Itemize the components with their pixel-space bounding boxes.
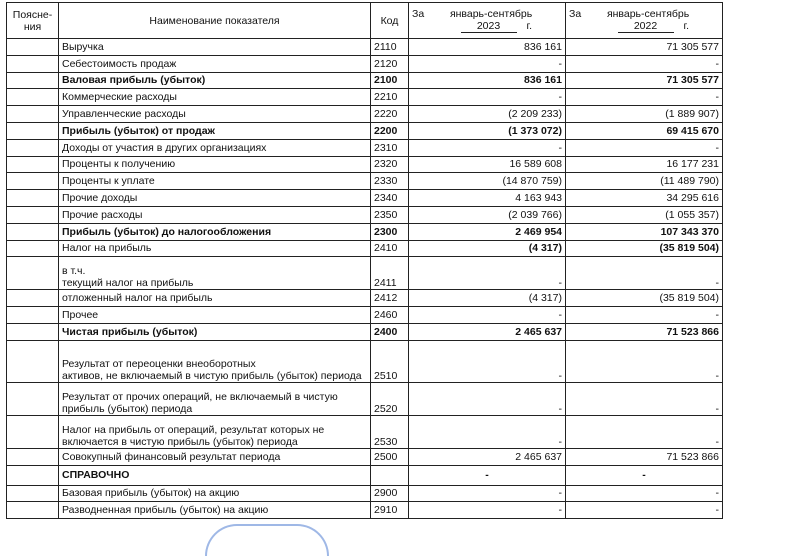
- indicator-name: Проценты к получению: [59, 156, 371, 173]
- indicator-name: Разводненная прибыль (убыток) на акцию: [59, 502, 371, 519]
- value-previous-period: -: [566, 502, 723, 519]
- table-row: [7, 415, 723, 448]
- financial-results-table: [6, 2, 723, 519]
- table-row: [7, 139, 723, 156]
- table-row: [7, 290, 723, 307]
- value-previous-period: 16 177 231: [566, 156, 723, 173]
- value-previous-period: 71 523 866: [566, 448, 723, 465]
- indicator-code: 2460: [371, 307, 409, 324]
- value-current-period: 2 465 637: [409, 448, 566, 465]
- table-header-row: [7, 3, 723, 39]
- value-previous-period: 71 523 866: [566, 323, 723, 340]
- indicator-code: 2300: [371, 223, 409, 240]
- note-cell: [7, 290, 59, 307]
- note-cell: [7, 340, 59, 382]
- indicator-name: Прочие доходы: [59, 190, 371, 207]
- indicator-name: отложенный налог на прибыль: [59, 290, 371, 307]
- value-previous-period: -: [566, 465, 723, 485]
- indicator-code: 2910: [371, 502, 409, 519]
- indicator-name: СПРАВОЧНО: [59, 465, 371, 485]
- indicator-code: 2200: [371, 122, 409, 139]
- indicator-code: 2320: [371, 156, 409, 173]
- note-cell: [7, 307, 59, 324]
- table-row: [7, 39, 723, 56]
- col-code-header: Код: [371, 3, 409, 39]
- indicator-name: Выручка: [59, 39, 371, 56]
- value-previous-period: -: [566, 415, 723, 448]
- value-previous-period: -: [566, 55, 723, 72]
- value-previous-period: (1 055 357): [566, 206, 723, 223]
- value-previous-period: -: [566, 89, 723, 106]
- table-row: [7, 382, 723, 415]
- value-previous-period: (1 889 907): [566, 106, 723, 123]
- value-current-period: -: [409, 465, 566, 485]
- table-row: [7, 340, 723, 382]
- col-note-header: Поясне-ния: [7, 3, 59, 39]
- note-cell: [7, 448, 59, 465]
- indicator-name: Базовая прибыль (убыток) на акцию: [59, 485, 371, 502]
- value-current-period: -: [409, 485, 566, 502]
- period-label: январь-сентябрь: [449, 8, 533, 20]
- value-current-period: 836 161: [409, 72, 566, 89]
- period-prefix: За: [412, 8, 425, 20]
- indicator-code: 2330: [371, 173, 409, 190]
- value-current-period: (2 039 766): [409, 206, 566, 223]
- value-previous-period: -: [566, 257, 723, 290]
- value-previous-period: (11 489 790): [566, 173, 723, 190]
- value-previous-period: 34 295 616: [566, 190, 723, 207]
- value-previous-period: -: [566, 307, 723, 324]
- value-current-period: 16 589 608: [409, 156, 566, 173]
- value-previous-period: (35 819 504): [566, 240, 723, 257]
- indicator-name: Прочие расходы: [59, 206, 371, 223]
- indicator-name: Себестоимость продаж: [59, 55, 371, 72]
- indicator-code: 2210: [371, 89, 409, 106]
- value-current-period: 4 163 943: [409, 190, 566, 207]
- note-cell: [7, 106, 59, 123]
- note-cell: [7, 323, 59, 340]
- indicator-code: 2220: [371, 106, 409, 123]
- indicator-code: 2340: [371, 190, 409, 207]
- col-previous-period-header: [566, 3, 723, 39]
- value-previous-period: 71 305 577: [566, 72, 723, 89]
- note-cell: [7, 257, 59, 290]
- indicator-code: 2100: [371, 72, 409, 89]
- indicator-name: Совокупный финансовый результат периода: [59, 448, 371, 465]
- indicator-name: Прибыль (убыток) до налогообложения: [59, 223, 371, 240]
- value-current-period: (2 209 233): [409, 106, 566, 123]
- note-cell: [7, 173, 59, 190]
- indicator-code: 2120: [371, 55, 409, 72]
- period-year: 2022: [618, 20, 674, 33]
- indicator-name: Проценты к уплате: [59, 173, 371, 190]
- table-row: [7, 190, 723, 207]
- table-row: [7, 323, 723, 340]
- value-previous-period: (35 819 504): [566, 290, 723, 307]
- table-row: [7, 307, 723, 324]
- indicator-name: Прибыль (убыток) от продаж: [59, 122, 371, 139]
- note-cell: [7, 122, 59, 139]
- value-previous-period: 71 305 577: [566, 39, 723, 56]
- note-cell: [7, 190, 59, 207]
- note-cell: [7, 382, 59, 415]
- indicator-code: 2310: [371, 139, 409, 156]
- value-current-period: -: [409, 502, 566, 519]
- table-row: [7, 502, 723, 519]
- indicator-name: в т.ч. текущий налог на прибыль: [59, 257, 371, 290]
- value-current-period: (1 373 072): [409, 122, 566, 139]
- indicator-code: 2410: [371, 240, 409, 257]
- table-row: [7, 173, 723, 190]
- table-row: [7, 206, 723, 223]
- value-current-period: -: [409, 382, 566, 415]
- note-cell: [7, 206, 59, 223]
- indicator-name: Результат от прочих операций, не включаемый в чистую прибыль (убыток) периода: [59, 382, 371, 415]
- indicator-code: 2900: [371, 485, 409, 502]
- table-row: [7, 465, 723, 485]
- indicator-code: 2350: [371, 206, 409, 223]
- note-cell: [7, 139, 59, 156]
- table-row: [7, 240, 723, 257]
- period-label: январь-сентябрь: [606, 8, 690, 20]
- col-name-header: Наименование показателя: [59, 3, 371, 39]
- indicator-code: 2530: [371, 415, 409, 448]
- value-current-period: (4 317): [409, 290, 566, 307]
- indicator-name: Управленческие расходы: [59, 106, 371, 123]
- indicator-code: 2520: [371, 382, 409, 415]
- seal-stamp: [205, 524, 329, 556]
- value-current-period: 836 161: [409, 39, 566, 56]
- indicator-code: [371, 465, 409, 485]
- col-current-period-header: [409, 3, 566, 39]
- indicator-code: 2411: [371, 257, 409, 290]
- table-row: [7, 156, 723, 173]
- value-current-period: 2 465 637: [409, 323, 566, 340]
- table-row: [7, 122, 723, 139]
- value-current-period: -: [409, 307, 566, 324]
- table-row: [7, 485, 723, 502]
- value-previous-period: -: [566, 382, 723, 415]
- value-previous-period: 107 343 370: [566, 223, 723, 240]
- indicator-name: Коммерческие расходы: [59, 89, 371, 106]
- note-cell: [7, 55, 59, 72]
- value-previous-period: 69 415 670: [566, 122, 723, 139]
- value-current-period: -: [409, 340, 566, 382]
- value-current-period: (14 870 759): [409, 173, 566, 190]
- value-current-period: -: [409, 415, 566, 448]
- value-current-period: -: [409, 139, 566, 156]
- table-body: [7, 39, 723, 519]
- note-cell: [7, 89, 59, 106]
- indicator-name: Валовая прибыль (убыток): [59, 72, 371, 89]
- table-row: [7, 106, 723, 123]
- indicator-name: Налог на прибыль: [59, 240, 371, 257]
- note-cell: [7, 502, 59, 519]
- table-row: [7, 257, 723, 290]
- value-previous-period: -: [566, 340, 723, 382]
- note-cell: [7, 485, 59, 502]
- table-row: [7, 72, 723, 89]
- indicator-name: Налог на прибыль от операций, результат которых не включается в чистую прибыль (убыток) периода: [59, 415, 371, 448]
- note-cell: [7, 72, 59, 89]
- value-previous-period: -: [566, 139, 723, 156]
- value-previous-period: -: [566, 485, 723, 502]
- indicator-name: Результат от переоценки внеоборотных активов, не включаемый в чистую прибыль (убыток) периода: [59, 340, 371, 382]
- period-suffix: г.: [526, 20, 532, 32]
- note-cell: [7, 156, 59, 173]
- value-current-period: -: [409, 257, 566, 290]
- note-cell: [7, 240, 59, 257]
- period-year: 2023: [461, 20, 517, 33]
- table-row: [7, 448, 723, 465]
- indicator-code: 2400: [371, 323, 409, 340]
- value-current-period: -: [409, 89, 566, 106]
- indicator-name: Чистая прибыль (убыток): [59, 323, 371, 340]
- indicator-name: Доходы от участия в других организациях: [59, 139, 371, 156]
- value-current-period: (4 317): [409, 240, 566, 257]
- indicator-code: 2510: [371, 340, 409, 382]
- note-cell: [7, 39, 59, 56]
- value-current-period: -: [409, 55, 566, 72]
- indicator-code: 2110: [371, 39, 409, 56]
- table-row: [7, 223, 723, 240]
- note-cell: [7, 223, 59, 240]
- table-row: [7, 55, 723, 72]
- indicator-code: 2412: [371, 290, 409, 307]
- period-suffix: г.: [683, 20, 689, 32]
- table-row: [7, 89, 723, 106]
- indicator-code: 2500: [371, 448, 409, 465]
- value-current-period: 2 469 954: [409, 223, 566, 240]
- note-cell: [7, 415, 59, 448]
- note-cell: [7, 465, 59, 485]
- indicator-name: Прочее: [59, 307, 371, 324]
- period-prefix: За: [569, 8, 582, 20]
